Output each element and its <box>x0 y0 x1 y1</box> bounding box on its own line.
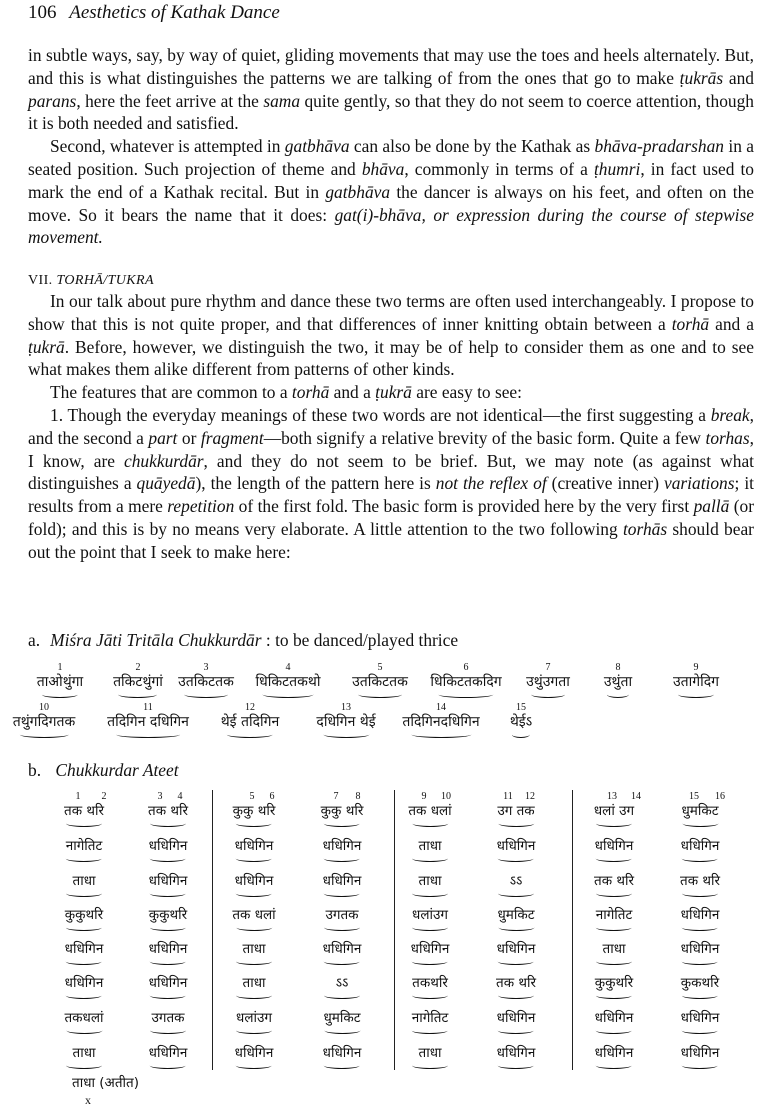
bol-cell <box>64 803 104 827</box>
bol-cell-arc <box>682 1062 718 1069</box>
bol-number: 6 <box>463 662 469 673</box>
bol-cell-arc <box>66 890 102 897</box>
bol-cell <box>497 941 536 965</box>
bol-cell <box>148 803 188 827</box>
bol-cell-text: धुमकिट <box>323 1010 361 1026</box>
bol-cell-text: कुकुथरि <box>64 907 104 923</box>
bol-cell-text: धधिगिन <box>322 873 362 889</box>
bol-arc <box>119 691 158 698</box>
bol-cell <box>235 1045 274 1069</box>
bol-cell-arc <box>596 924 632 931</box>
bol-phrase <box>352 662 408 698</box>
matra-count: 12 <box>525 791 535 802</box>
bol-cell <box>411 941 450 965</box>
bol-cell <box>594 803 634 827</box>
intro-text <box>28 44 754 249</box>
bol-text: धिकिटतकथो <box>255 674 321 690</box>
bol-number: 11 <box>143 702 153 713</box>
bol-cell-text: धधिगिन <box>148 838 188 854</box>
bol-cell <box>232 907 275 931</box>
bol-cell-text: तकथरि <box>412 975 448 991</box>
bol-cell <box>681 1045 720 1069</box>
bol-cell <box>323 1045 362 1069</box>
bol-arc <box>607 691 629 698</box>
bol-phrase <box>526 662 570 698</box>
bol-cell-arc <box>324 890 360 897</box>
bol-cell-arc <box>596 1062 632 1069</box>
bol-text: तदिगिनदधिगिन <box>402 714 480 730</box>
bol-cell-text: तक धलां <box>232 907 276 923</box>
bol-cell-text: उगतक <box>325 907 359 923</box>
bol-cell <box>149 1045 188 1069</box>
bol-arc <box>184 691 228 698</box>
example-b-label: b. <box>28 760 42 780</box>
bol-cell <box>324 975 360 999</box>
bol-number: 7 <box>545 662 551 673</box>
bol-number: 14 <box>436 702 446 713</box>
bol-cell-arc <box>596 855 632 862</box>
bol-cell-arc <box>150 958 186 965</box>
matra-count: 2 <box>101 791 107 802</box>
bol-cell-arc <box>236 1027 272 1034</box>
bol-cell-text: तकधलां <box>64 1010 104 1026</box>
matra-count: 16 <box>715 791 725 802</box>
bol-arc <box>263 691 314 698</box>
bol-cell-text: उग तक <box>497 803 535 819</box>
section-number: VII. <box>28 273 53 288</box>
bol-cell-text: कुकुथरि <box>594 975 634 991</box>
bol-cell-arc <box>412 1027 448 1034</box>
bol-cell-text: धधिगिन <box>496 941 536 957</box>
bol-number: 3 <box>203 662 209 673</box>
bol-cell-arc <box>324 958 360 965</box>
matra-count: 4 <box>177 791 183 802</box>
bol-cell-arc <box>498 890 534 897</box>
bol-cell <box>149 975 188 999</box>
bol-cell <box>66 1045 102 1069</box>
section-text <box>28 290 754 564</box>
bol-cell-arc <box>324 855 360 862</box>
intro-paragraph: Second, whatever is attempted in gatbhāva can also be done by the Kathak as bhāva-pradarshan in a seated position. Such projection of theme and bhāva, commonly in terms of a ṭhumri, in fact used to mark the end of a Kathak recital. But in gatbhāva the dancer is always on his feet, and often on the move. So it bears the name that it does: gat(i)-bhāva, or expression during the course of stepwise movement. <box>28 136 754 248</box>
bol-cell <box>681 803 718 827</box>
bol-cell <box>149 838 188 862</box>
bol-cell-text: तक थरि <box>680 873 720 889</box>
bol-cell <box>66 838 103 862</box>
bol-cell-text: ऽऽ <box>335 975 349 991</box>
book-title: Aesthetics of Kathak Dance <box>69 2 280 23</box>
bol-cell-arc <box>66 855 102 862</box>
bol-cell <box>496 975 536 999</box>
matra-count: 15 <box>689 791 699 802</box>
bol-cell-arc <box>498 855 534 862</box>
bol-cell-arc <box>682 958 718 965</box>
bol-cell-text: धुमकिट <box>681 803 719 819</box>
bol-cell <box>412 838 448 862</box>
bol-cell <box>65 907 103 931</box>
bol-cell-text: धधिगिन <box>594 1045 634 1061</box>
bol-arc <box>512 731 529 738</box>
bol-cell-text: ताधा <box>418 838 442 854</box>
intro-paragraph: in subtle ways, say, by way of quiet, gliding movements that may use the toes and heels alternately. But, and this is what distinguishes the patterns we are talking of from the ones that go to make ṭukrās and parans, here the feet arrive at the sama quite gently, so that they do not seem to coerce attention, though it is both needed and satisfied. <box>28 45 754 134</box>
bol-cell-arc <box>236 992 272 999</box>
bol-cell <box>408 803 451 827</box>
bol-cell <box>596 907 633 931</box>
bol-cell-arc <box>498 1062 534 1069</box>
bol-cell-arc <box>412 924 448 931</box>
bol-cell-text: तक थरि <box>148 803 188 819</box>
bol-arc <box>42 691 78 698</box>
bol-cell-arc <box>236 1062 272 1069</box>
bol-cell-text: ताधा <box>242 941 266 957</box>
bol-arc <box>411 731 471 738</box>
bol-cell-text: धधिगिन <box>410 941 450 957</box>
bol-phrase <box>604 662 632 698</box>
bol-text: ताओथुंगा <box>36 674 84 690</box>
bol-number: 12 <box>245 702 255 713</box>
bol-cell <box>233 803 276 827</box>
bol-number: 15 <box>515 702 526 713</box>
bol-number: 5 <box>377 662 383 673</box>
bol-cell <box>681 1010 720 1034</box>
matra-count: 11 <box>503 791 513 802</box>
bol-cell-text: धधिगिन <box>148 941 188 957</box>
bol-cell-text: उगतक <box>151 1010 185 1026</box>
matra-count: 8 <box>355 791 361 802</box>
bol-cell-arc <box>596 958 632 965</box>
bol-phrase <box>178 662 234 698</box>
bol-text: तथुंगदिगतक <box>12 714 76 730</box>
bol-cell-text: ताधा <box>602 941 626 957</box>
bol-cell-arc <box>324 992 360 999</box>
bol-cell-arc <box>66 924 102 931</box>
example-b-title: Chukkurdar Ateet <box>55 760 179 780</box>
bol-cell-arc <box>66 958 102 965</box>
bol-cell-text: नागेतिट <box>595 907 633 923</box>
bol-cell <box>594 873 634 897</box>
bol-cell <box>64 1010 103 1034</box>
bol-cell <box>412 873 448 897</box>
bol-cell-text: धलां उग <box>593 803 635 819</box>
vibhag-divider <box>394 790 395 1070</box>
bol-cell-arc <box>324 1027 360 1034</box>
bol-cell-text: धधिगिन <box>496 1010 536 1026</box>
bol-cell-text: धधिगिन <box>680 907 720 923</box>
bol-cell <box>235 873 274 897</box>
bol-cell-text: धधिगिन <box>680 941 720 957</box>
bol-number: 13 <box>341 702 351 713</box>
bol-cell-text: तक थरि <box>496 975 536 991</box>
bol-cell-text: धधिगिन <box>148 1045 188 1061</box>
bol-cell-text: धधिगिन <box>64 975 104 991</box>
bol-cell <box>323 941 362 965</box>
bol-arc <box>227 731 273 738</box>
bol-text: उतकिटतक <box>352 674 408 690</box>
bol-cell-arc <box>150 890 186 897</box>
bol-cell <box>412 1045 448 1069</box>
bol-text: उतागेदिग <box>672 674 720 690</box>
bol-cell-text: धधिगिन <box>148 975 188 991</box>
bol-cell <box>149 941 188 965</box>
bol-cell <box>412 975 448 999</box>
bol-cell-text: धधिगिन <box>680 1045 720 1061</box>
bol-cell-arc <box>324 820 360 827</box>
bol-cell-arc <box>150 924 186 931</box>
bol-cell-text: धधिगिन <box>64 941 104 957</box>
bol-phrase <box>13 702 75 738</box>
section-paragraph: The features that are common to a torhā and a ṭukrā are easy to see: <box>50 382 522 403</box>
bol-cell <box>149 907 187 931</box>
bol-cell <box>321 803 364 827</box>
bol-phrase <box>107 702 189 738</box>
bol-cell <box>412 907 448 931</box>
matra-count: 3 <box>157 791 163 802</box>
section-heading <box>28 273 154 289</box>
bol-phrase <box>430 662 501 698</box>
section-paragraph: In our talk about pure rhythm and dance these two terms are often used interchangeably. I propose to show that this is not quite proper, and that differences of inner knitting obtain between a torhā and a ṭukrā. Before, however, we distinguish the two, it may be of help to consider them as one and to see what makes them alike different from patterns of other kinds. <box>28 291 754 380</box>
bol-cell-arc <box>596 890 632 897</box>
bol-number: 10 <box>38 702 49 713</box>
bol-cell-arc <box>498 820 534 827</box>
bol-cell <box>324 907 360 931</box>
bol-arc <box>358 691 402 698</box>
bol-cell-arc <box>498 992 534 999</box>
bol-cell-arc <box>150 992 186 999</box>
bol-cell-arc <box>412 958 448 965</box>
page-number: 106 <box>28 2 57 23</box>
bol-cell <box>595 1045 634 1069</box>
bol-cell-text: धलांउग <box>236 1010 272 1026</box>
matra-count: 7 <box>333 791 339 802</box>
bol-cell <box>323 838 362 862</box>
matra-count: 9 <box>421 791 427 802</box>
bol-phrase <box>37 662 83 698</box>
bol-cell <box>595 838 634 862</box>
example-a-label: a. <box>28 630 41 650</box>
ateet-mark: x <box>85 1093 91 1107</box>
bol-cell-text: धधिगिन <box>680 838 720 854</box>
bol-phrase <box>221 702 280 738</box>
bol-phrase <box>256 662 321 698</box>
bol-cell <box>680 873 720 897</box>
bol-cell-text: ताधा <box>418 1045 442 1061</box>
bol-cell <box>149 873 188 897</box>
bol-text: दधिगिन थेई <box>316 714 376 730</box>
bol-cell-arc <box>236 924 272 931</box>
bol-cell-arc <box>682 1027 718 1034</box>
section-title: TORHĀ/TUKRA <box>56 273 154 288</box>
bol-cell <box>595 1010 634 1034</box>
bol-cell-arc <box>682 924 718 931</box>
bol-text: उतकिटतक <box>178 674 234 690</box>
bol-cell <box>236 975 272 999</box>
bol-cell-text: धलांउग <box>412 907 448 923</box>
bol-cell-arc <box>412 992 448 999</box>
bol-cell-arc <box>498 958 534 965</box>
bol-text: उथुंउगता <box>526 674 570 690</box>
bol-text: तकिटथुंगां <box>113 674 163 690</box>
bol-cell <box>236 1010 272 1034</box>
bol-cell <box>65 941 104 965</box>
bol-phrase <box>316 702 375 738</box>
bol-phrase <box>673 662 719 698</box>
bol-cell <box>497 1045 536 1069</box>
bol-number: 8 <box>615 662 621 673</box>
bol-cell <box>498 873 534 897</box>
matra-count: 13 <box>607 791 617 802</box>
bol-cell-text: धधिगिन <box>322 838 362 854</box>
bol-cell-text: धधिगिन <box>234 838 274 854</box>
ateet-tail: ताधा (अतीत) <box>72 1075 140 1091</box>
bol-number: 1 <box>57 662 63 673</box>
bol-arc <box>438 691 494 698</box>
matra-count: 6 <box>269 791 275 802</box>
bol-cell <box>681 838 720 862</box>
bol-cell-text: ताधा <box>72 873 96 889</box>
vibhag-divider <box>572 790 573 1070</box>
example-b-heading <box>28 760 179 781</box>
example-a-subtitle: : to be danced/played thrice <box>265 630 459 650</box>
bol-cell-arc <box>236 820 272 827</box>
section-paragraph: 1. Though the everyday meanings of these two words are not identical—the first suggesting a break, and the second a part or fragment—both signify a relative brevity of the basic form. Quite a few torhas, I know, are chukkurdār, and they do not seem to be brief. But, we may note (as against what distinguishes a quāyedā), the length of the pattern here is not the reflex of (creative inner) variations; it results from a mere repetition of the first fold. The basic form is provided here by the very first pallā (or fold); and this is by no means very elaborate. A little attention to the two following torhās should bear out the point that I seek to make here: <box>28 404 754 562</box>
bol-phrase <box>113 662 163 698</box>
matra-count: 14 <box>631 791 641 802</box>
bol-cell-arc <box>498 924 534 931</box>
bol-cell <box>65 975 104 999</box>
bol-cell-arc <box>596 820 632 827</box>
bol-cell-arc <box>324 1062 360 1069</box>
bol-cell-text: कुकुथरि <box>148 907 188 923</box>
bol-cell-arc <box>150 1062 186 1069</box>
bol-cell-text: धधिगिन <box>234 1045 274 1061</box>
bol-cell-arc <box>236 855 272 862</box>
bol-cell-text: धधिगिन <box>234 873 274 889</box>
matra-count: 5 <box>249 791 255 802</box>
bol-cell-text: नागेतिट <box>411 1010 449 1026</box>
bol-cell-text: नागेतिट <box>65 838 103 854</box>
bol-phrase <box>402 702 479 738</box>
bol-cell-arc <box>682 820 718 827</box>
bol-cell-text: धधिगिन <box>594 1010 634 1026</box>
bol-cell-text: ताधा <box>72 1045 96 1061</box>
bol-cell <box>596 941 632 965</box>
bol-cell <box>497 838 536 862</box>
example-a-title: Miśra Jāti Tritāla Chukkurdār <box>50 630 262 650</box>
bol-cell-text: तक थरि <box>64 803 104 819</box>
bol-cell <box>235 838 274 862</box>
bol-cell <box>412 1010 449 1034</box>
bol-cell-arc <box>412 820 448 827</box>
bol-phrase <box>510 702 532 738</box>
bol-cell-arc <box>66 820 102 827</box>
bol-cell-arc <box>682 890 718 897</box>
example-a-heading <box>28 630 458 651</box>
bol-cell-text: धधिगिन <box>496 1045 536 1061</box>
bol-cell <box>323 873 362 897</box>
vibhag-divider <box>212 790 213 1070</box>
bol-cell-arc <box>66 1062 102 1069</box>
bol-cell <box>150 1010 186 1034</box>
bol-cell <box>681 907 720 931</box>
bol-text: थेई तदिगिन <box>220 714 280 730</box>
bol-cell-arc <box>150 820 186 827</box>
bol-cell-arc <box>150 855 186 862</box>
bol-number: 9 <box>693 662 699 673</box>
bol-cell-text: कुकथरि <box>680 975 720 991</box>
running-head <box>28 2 280 24</box>
bol-arc <box>323 731 369 738</box>
bol-cell-arc <box>682 992 718 999</box>
bol-text: उथुंता <box>603 674 633 690</box>
bol-cell-arc <box>412 890 448 897</box>
bol-arc <box>678 691 714 698</box>
bol-text: थेईऽ <box>509 714 533 730</box>
bol-cell-arc <box>412 855 448 862</box>
bol-cell-arc <box>498 1027 534 1034</box>
bol-cell-text: कुकु थरि <box>232 803 276 819</box>
bol-cell-arc <box>596 1027 632 1034</box>
bol-arc <box>531 691 565 698</box>
bol-cell-text: कुकु थरि <box>320 803 364 819</box>
bol-cell-arc <box>236 890 272 897</box>
bol-cell-text: धधिगिन <box>680 1010 720 1026</box>
bol-cell <box>681 941 720 965</box>
bol-cell <box>497 1010 536 1034</box>
bol-number: 4 <box>285 662 291 673</box>
bol-cell-text: धधिगिन <box>496 838 536 854</box>
bol-cell <box>323 1010 360 1034</box>
bol-cell-text: तक धलां <box>408 803 452 819</box>
bol-cell-text: तक थरि <box>594 873 634 889</box>
matra-count: 1 <box>75 791 81 802</box>
bol-text: तदिगिन दधिगिन <box>107 714 189 730</box>
bol-cell-text: धुमकिट <box>497 907 535 923</box>
bol-cell <box>497 803 534 827</box>
bol-cell <box>236 941 272 965</box>
bol-cell-text: धधिगिन <box>594 838 634 854</box>
bol-cell-arc <box>682 855 718 862</box>
bol-arc <box>116 731 180 738</box>
bol-cell-text: धधिगिन <box>322 1045 362 1061</box>
bol-cell-arc <box>412 1062 448 1069</box>
bol-cell-arc <box>66 992 102 999</box>
bol-cell-arc <box>596 992 632 999</box>
matra-count: 10 <box>441 791 451 802</box>
bol-cell-text: ऽऽ <box>509 873 523 889</box>
bol-cell <box>66 873 102 897</box>
bol-cell <box>595 975 633 999</box>
bol-cell-arc <box>150 1027 186 1034</box>
bol-cell-text: ताधा <box>242 975 266 991</box>
bol-cell <box>497 907 534 931</box>
bol-cell-text: ताधा <box>418 873 442 889</box>
bol-arc <box>20 731 69 738</box>
bol-cell-arc <box>324 924 360 931</box>
bol-text: धिकिटतकदिग <box>430 674 502 690</box>
bol-cell-arc <box>236 958 272 965</box>
bol-cell-text: धधिगिन <box>148 873 188 889</box>
bol-number: 2 <box>135 662 141 673</box>
bol-cell-text: धधिगिन <box>322 941 362 957</box>
bol-cell-arc <box>66 1027 102 1034</box>
bol-cell <box>681 975 719 999</box>
